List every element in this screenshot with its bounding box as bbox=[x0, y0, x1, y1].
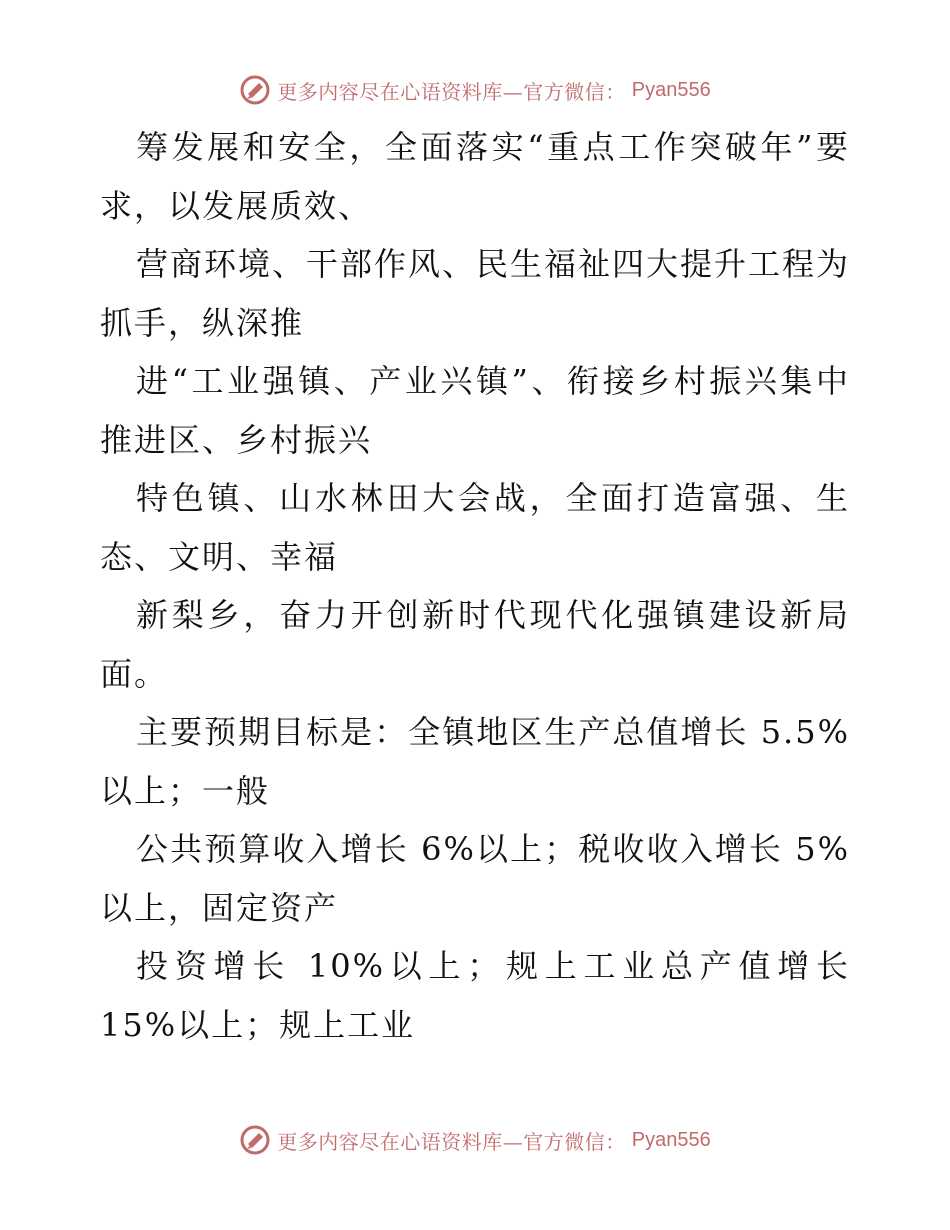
paragraph: 主要预期目标是：全镇地区生产总值增长 5.5%以上；一般 bbox=[100, 713, 850, 810]
paragraph: 营商环境、干部作风、民生福祉四大提升工程为抓手，纵深推 bbox=[100, 245, 851, 342]
paragraph: 筹发展和安全，全面落实“重点工作突破年”要求，以发展质效、 bbox=[100, 128, 850, 225]
document-body bbox=[100, 118, 850, 1054]
watermark-text: 更多内容尽在心语资料库—官方微信： bbox=[277, 1129, 626, 1154]
logo-icon bbox=[239, 1124, 271, 1156]
paragraph: 进“工业强镇、产业兴镇”、衔接乡村振兴集中推进区、乡村振兴 bbox=[100, 362, 850, 459]
watermark-handle: Pyan556 bbox=[631, 1128, 711, 1151]
header-watermark bbox=[0, 70, 950, 110]
paragraph: 新梨乡，奋力开创新时代现代化强镇建设新局面。 bbox=[100, 596, 850, 693]
paragraph: 特色镇、山水林田大会战，全面打造富强、生态、文明、幸福 bbox=[100, 479, 850, 576]
logo-icon bbox=[239, 74, 271, 106]
watermark-handle: Pyan556 bbox=[631, 78, 711, 101]
paragraph: 公共预算收入增长 6%以上；税收收入增长 5%以上，固定资产 bbox=[100, 830, 850, 927]
footer-watermark bbox=[0, 1120, 950, 1160]
watermark-text: 更多内容尽在心语资料库—官方微信： bbox=[277, 79, 626, 104]
paragraph: 投资增长 10%以上；规上工业总产值增长 15%以上；规上工业 bbox=[100, 947, 850, 1044]
